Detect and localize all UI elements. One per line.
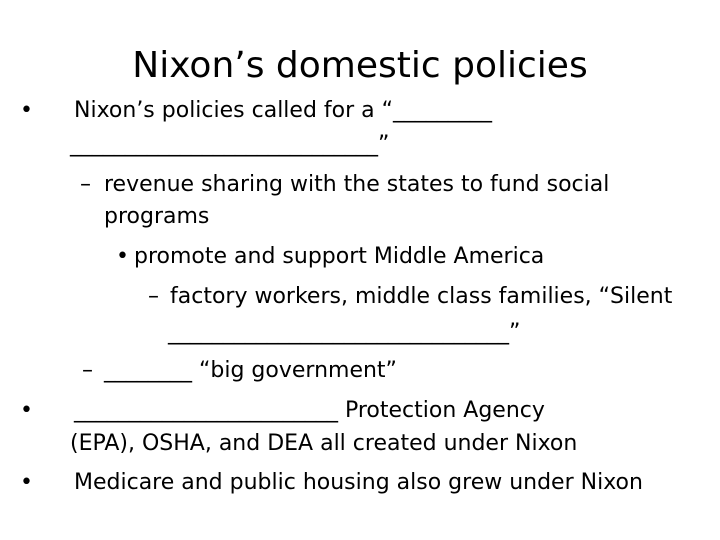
- bullet-2-line-2: (EPA), OSHA, and DEA all created under Nixon: [70, 431, 578, 456]
- level-4-item-line-2: _______________________________”: [168, 320, 521, 345]
- bullet-3-line-1: Medicare and public housing also grew under Nixon: [74, 470, 643, 495]
- dash-marker: –: [82, 358, 93, 383]
- dash-marker: –: [80, 172, 91, 197]
- sub-item-revenue-line-2: programs: [104, 204, 210, 229]
- level-4-item-line-1: factory workers, middle class families, “Silent: [170, 284, 673, 309]
- sub-item-revenue-line-1: revenue sharing with the states to fund social: [104, 172, 610, 197]
- bullet-1-line-1: Nixon’s policies called for a “_________: [74, 98, 493, 123]
- bullet-2-line-1: ________________________ Protection Agency: [74, 398, 545, 423]
- bullet-marker: •: [20, 398, 33, 423]
- bullet-1-line-2: ____________________________”: [70, 132, 390, 157]
- bullet-marker: •: [20, 470, 33, 495]
- sub-sub-item-promote: promote and support Middle America: [134, 244, 545, 269]
- bullet-marker: •: [116, 244, 129, 269]
- sub-item-big-government: ________ “big government”: [104, 358, 397, 383]
- dash-marker: –: [148, 284, 159, 309]
- bullet-marker: •: [20, 98, 33, 123]
- slide-title: Nixon’s domestic policies: [132, 45, 588, 86]
